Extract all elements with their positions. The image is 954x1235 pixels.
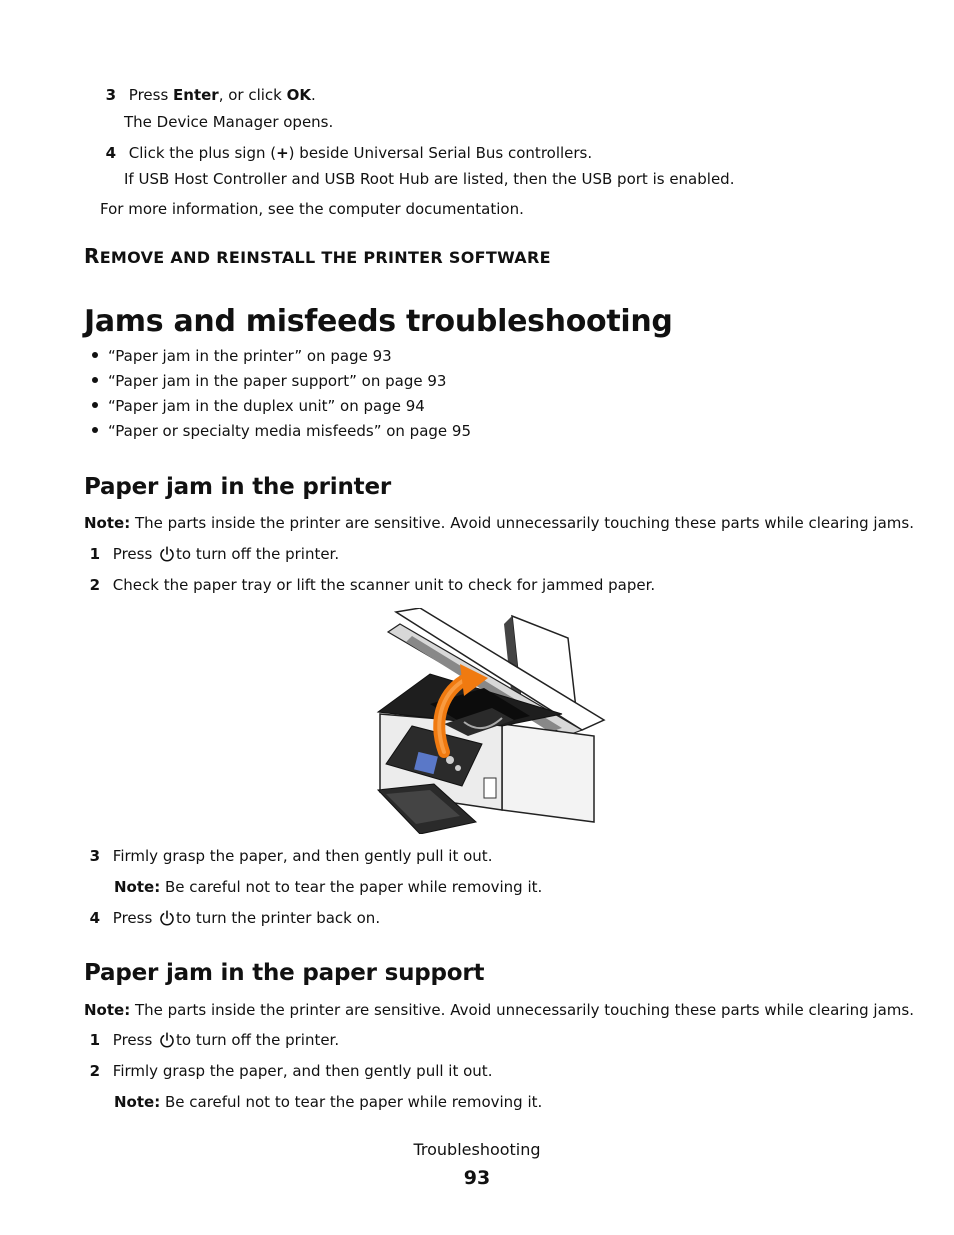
link-text[interactable]: “Paper jam in the paper support” on page 93 (108, 372, 447, 390)
step-text: Press (112, 909, 158, 927)
step-3-press-enter (100, 86, 316, 104)
step-4-plus-sign (100, 144, 592, 162)
printer-illustration (372, 608, 606, 834)
step-text: Check the paper tray or lift the scanner unit to check for jammed paper. (112, 576, 656, 594)
step-number: 2 (89, 576, 100, 594)
step-number: 3 (89, 847, 100, 865)
page-title: Jams and misfeeds troubleshooting (84, 304, 673, 339)
section-title-printer: Paper jam in the printer (84, 474, 391, 500)
link-text[interactable]: “Paper jam in the duplex unit” on page 94 (108, 397, 425, 415)
note-label: Note: (114, 1093, 161, 1111)
note-text: Be careful not to tear the paper while removing it. (160, 878, 543, 896)
heading-initial: R (84, 244, 100, 268)
step-3-grasp-paper (84, 847, 492, 865)
step-2-grasp-paper (84, 1062, 492, 1080)
bullet-icon (92, 427, 98, 433)
footer-section-name: Troubleshooting (413, 1140, 541, 1159)
note-text: The parts inside the printer are sensitive. Avoid unnecessarily touching these parts while clearing jams. (130, 1001, 914, 1019)
power-icon (159, 1032, 175, 1048)
note-label: Note: (84, 514, 131, 532)
remove-reinstall-heading (84, 244, 551, 268)
step-number: 4 (105, 144, 116, 162)
step-bold-enter: Enter (173, 86, 219, 104)
section-title-paper-support: Paper jam in the paper support (84, 960, 485, 986)
note-careful-tear (114, 1093, 542, 1111)
list-item[interactable] (92, 397, 425, 415)
step-number: 4 (89, 909, 100, 927)
note-label: Note: (114, 878, 161, 896)
link-text[interactable]: “Paper jam in the printer” on page 93 (108, 347, 392, 365)
step-text: , or click (218, 86, 287, 104)
note-sensitive-parts (84, 514, 914, 532)
step-text: Press (128, 86, 174, 104)
bullet-icon (92, 352, 98, 358)
step-text: . (311, 86, 316, 104)
power-icon (159, 910, 175, 926)
note-sensitive-parts (84, 1001, 914, 1019)
step-text: Firmly grasp the paper, and then gently pull it out. (112, 847, 493, 865)
note-text: The parts inside the printer are sensitive. Avoid unnecessarily touching these parts while clearing jams. (130, 514, 914, 532)
step-1-turn-off (84, 1031, 339, 1049)
step-number: 1 (89, 545, 100, 563)
step-text: Press (112, 1031, 158, 1049)
more-info-text: For more information, see the computer documentation. (100, 200, 524, 218)
step-number: 1 (89, 1031, 100, 1049)
step-4-turn-on (84, 909, 380, 927)
step-text: to turn off the printer. (176, 545, 340, 563)
bullet-icon (92, 402, 98, 408)
link-text[interactable]: “Paper or specialty media misfeeds” on page 95 (108, 422, 472, 440)
step-3-subtext: The Device Manager opens. (124, 113, 334, 131)
step-bold-ok: OK (286, 86, 312, 104)
list-item[interactable] (92, 422, 471, 440)
step-number: 2 (89, 1062, 100, 1080)
step-number: 3 (105, 86, 116, 104)
list-item[interactable] (92, 372, 446, 390)
page-number: 93 (463, 1167, 491, 1189)
note-careful-tear (114, 878, 542, 896)
power-icon (159, 546, 175, 562)
step-text: Firmly grasp the paper, and then gently pull it out. (112, 1062, 493, 1080)
step-text: Press (112, 545, 158, 563)
step-2-check-tray (84, 576, 655, 594)
bullet-icon (92, 377, 98, 383)
step-text: to turn off the printer. (176, 1031, 340, 1049)
step-1-turn-off (84, 545, 339, 563)
note-text: Be careful not to tear the paper while removing it. (160, 1093, 543, 1111)
list-item[interactable] (92, 347, 392, 365)
note-label: Note: (84, 1001, 131, 1019)
step-4-subtext: If USB Host Controller and USB Root Hub are listed, then the USB port is enabled. (124, 170, 735, 188)
heading-rest: EMOVE AND REINSTALL THE PRINTER SOFTWARE (99, 248, 551, 267)
step-text: to turn the printer back on. (176, 909, 381, 927)
step-text: Click the plus sign ( (128, 144, 277, 162)
step-bold-plus: + (276, 144, 289, 162)
step-text: ) beside Universal Serial Bus controllers. (288, 144, 593, 162)
